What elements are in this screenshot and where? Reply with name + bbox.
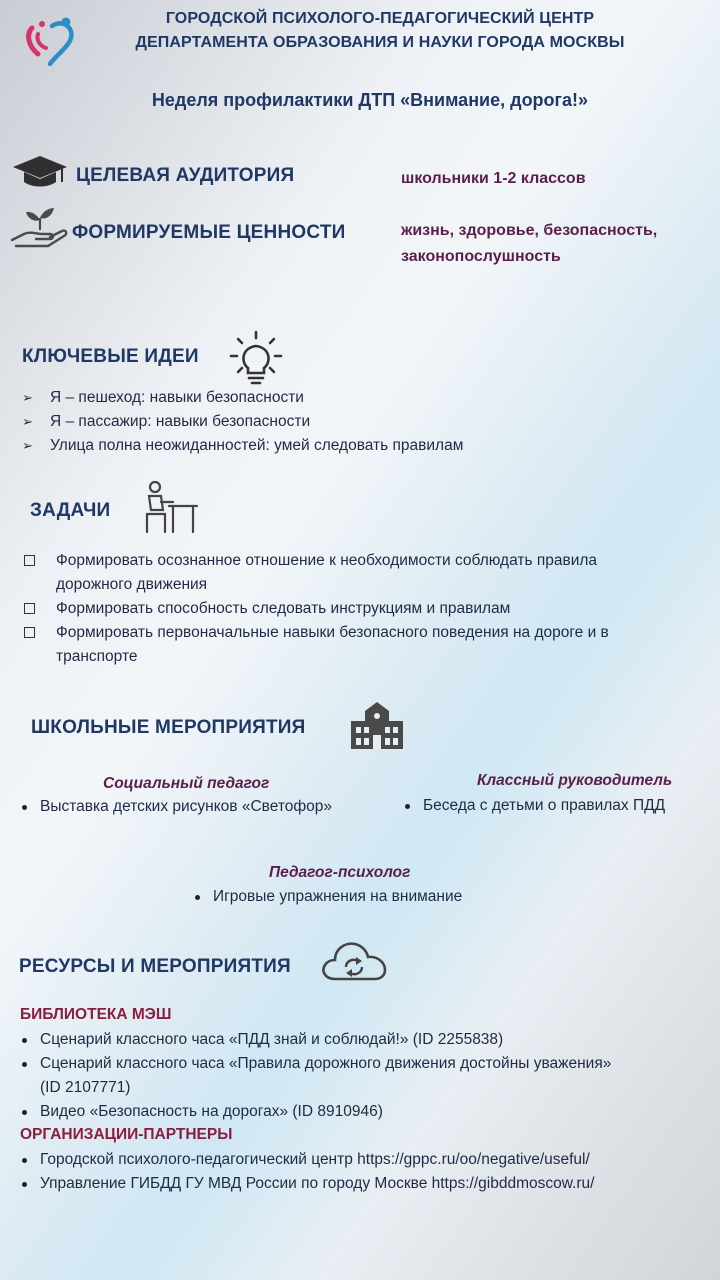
dot-bullet-icon — [22, 805, 27, 810]
audience-label: ЦЕЛЕВАЯ АУДИТОРИЯ — [76, 165, 295, 186]
tasks-list — [22, 549, 702, 669]
hand-sprout-icon — [10, 204, 68, 248]
psych-events-list — [193, 885, 523, 909]
partner-link[interactable]: Управление ГИБДД ГУ МВД России по городу Москве https://gibddmoscow.ru/ — [40, 1175, 595, 1192]
values-value-1: жизнь, здоровье, безопасность, — [401, 222, 658, 239]
list-item: Формировать осознанное отношение к необходимости соблюдать правила дорожного движения — [22, 549, 702, 597]
resources-title: РЕСУРСЫ И МЕРОПРИЯТИЯ — [19, 956, 291, 977]
dot-bullet-icon — [22, 1158, 27, 1163]
tasks-icon-wrap — [143, 480, 199, 541]
arrow-bullet-icon: ➢ — [22, 414, 33, 429]
arrow-bullet-icon: ➢ — [22, 438, 33, 453]
role-class-teacher: Классный руководитель — [477, 772, 673, 789]
role-social-pedagog: Социальный педагог — [103, 775, 270, 792]
list-item: Формировать первоначальные навыки безопасного поведения на дороге и в транспорте — [22, 621, 702, 669]
list-item: Видео «Безопасность на дорогах» (ID 8910946) — [20, 1100, 700, 1124]
audience-icon-wrap — [12, 154, 68, 195]
school-events-icon-wrap — [349, 701, 405, 756]
values-label: ФОРМИРУЕМЫЕ ЦЕННОСТИ — [72, 222, 346, 243]
list-item: Сценарий классного часа «ПДД знай и соблюдай!» (ID 2255838) — [20, 1028, 700, 1052]
header-line-2: ДЕПАРТАМЕНТА ОБРАЗОВАНИЯ И НАУКИ ГОРОДА МОСКВЫ — [135, 34, 625, 51]
list-item: ➢ Я – пассажир: навыки безопасности — [22, 410, 702, 434]
student-desk-icon — [143, 480, 199, 536]
dot-bullet-icon — [405, 804, 410, 809]
list-item: Беседа с детьми о правилах ПДД — [403, 794, 713, 818]
list-item: ➢ Улица полна неожиданностей: умей следовать правилам — [22, 434, 702, 458]
list-item: Выставка детских рисунков «Светофор» — [20, 795, 380, 819]
library-list — [20, 1028, 700, 1124]
key-ideas-title: КЛЮЧЕВЫЕ ИДЕИ — [22, 346, 199, 367]
dot-bullet-icon — [22, 1110, 27, 1115]
partners-title: ОРГАНИЗАЦИИ-ПАРТНЕРЫ — [20, 1126, 233, 1143]
list-item: Игровые упражнения на внимание — [193, 885, 523, 909]
social-events-list — [20, 795, 380, 819]
tasks-title: ЗАДАЧИ — [30, 500, 111, 521]
checkbox-bullet-icon — [24, 627, 35, 638]
values-value-2: законопослушность — [401, 248, 561, 265]
values-icon-wrap — [10, 204, 68, 253]
list-item: ➢ Я – пешеход: навыки безопасности — [22, 386, 702, 410]
page-subtitle: Неделя профилактики ДТП «Внимание, дорога!» — [151, 90, 589, 110]
header-line-1: ГОРОДСКОЙ ПСИХОЛОГО-ПЕДАГОГИЧЕСКИЙ ЦЕНТР — [165, 10, 595, 27]
library-title: БИБЛИОТЕКА МЭШ — [20, 1006, 172, 1023]
dot-bullet-icon — [22, 1182, 27, 1187]
partners-list — [20, 1148, 710, 1196]
teacher-events-list — [403, 794, 713, 818]
lightbulb-icon — [229, 330, 283, 386]
dot-bullet-icon — [22, 1062, 27, 1067]
school-events-title: ШКОЛЬНЫЕ МЕРОПРИЯТИЯ — [31, 717, 306, 738]
list-item: Формировать способность следовать инструкциям и правилам — [22, 597, 702, 621]
key-ideas-icon-wrap — [229, 330, 283, 391]
list-item — [20, 1148, 710, 1172]
dot-bullet-icon — [22, 1038, 27, 1043]
school-building-icon — [349, 701, 405, 751]
list-item — [20, 1172, 710, 1196]
role-psychologist: Педагог-психолог — [269, 864, 411, 881]
partner-link[interactable]: Городской психолого-педагогический центр https://gppc.ru/oo/negative/useful/ — [40, 1151, 590, 1168]
arrow-bullet-icon: ➢ — [22, 390, 33, 405]
checkbox-bullet-icon — [24, 555, 35, 566]
key-ideas-list — [22, 386, 702, 458]
resources-icon-wrap — [319, 939, 389, 988]
audience-value: школьники 1-2 классов — [401, 170, 586, 187]
cloud-sync-icon — [319, 939, 389, 983]
dot-bullet-icon — [195, 895, 200, 900]
checkbox-bullet-icon — [24, 603, 35, 614]
graduation-cap-icon — [12, 154, 68, 190]
list-item: Сценарий классного часа «Правила дорожного движения достойны уважения» (ID 2107771) — [20, 1052, 700, 1100]
